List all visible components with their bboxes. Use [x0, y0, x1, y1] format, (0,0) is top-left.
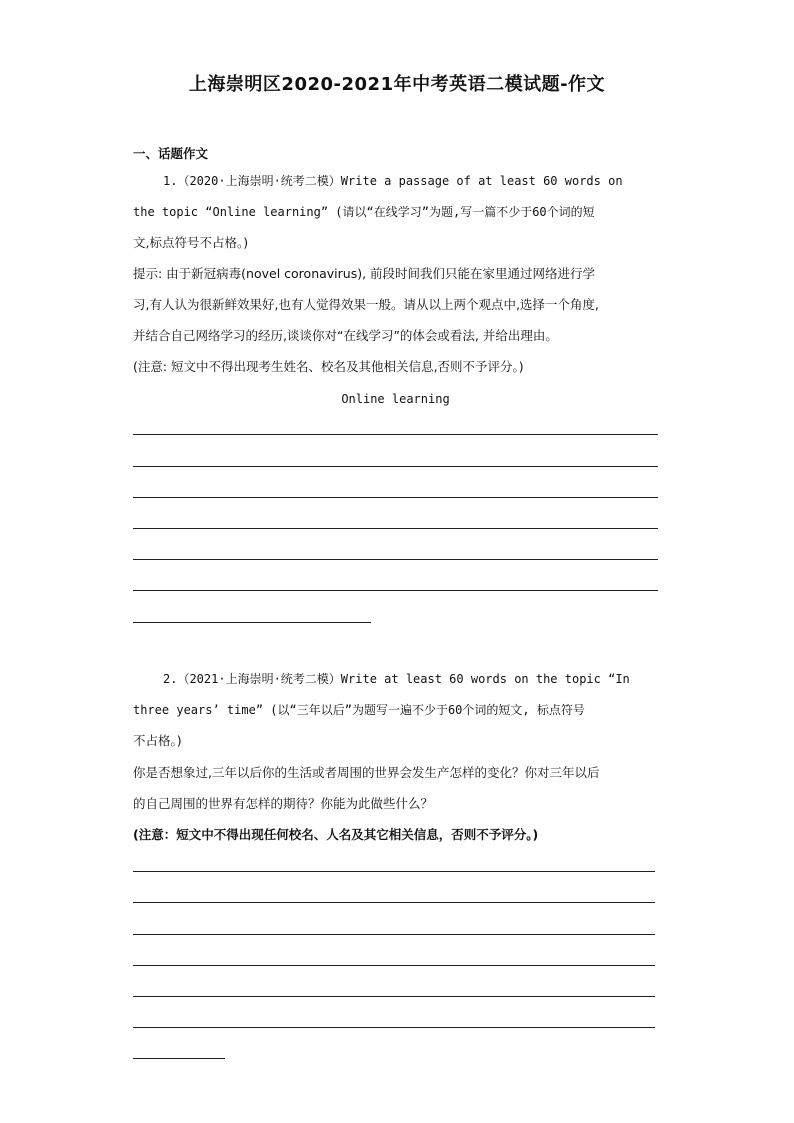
q2-writing-line-end [133, 1058, 225, 1059]
q1-line-1: 1.（2020·上海崇明·统考二模）Write a passage of at least 60 words on [163, 174, 623, 188]
q2-note: (注意：短文中不得出现任何校名、人名及其它相关信息，否则不予评分。) [133, 827, 539, 842]
q2-line-2: three years’ time” (以“三年以后”为题写一遍不少于60个词的短文, 标点符号 [133, 703, 585, 717]
q1-writing-line [133, 528, 658, 529]
q1-writing-line-end [133, 622, 371, 623]
q2-prompt-1: 你是否想象过,三年以后你的生活或者周围的世界会发生产怎样的变化？你对三年以后 [133, 765, 600, 780]
q1-writing-line [133, 434, 658, 435]
q1-hint-3: 并结合自己网络学习的经历,谈谈你对“在线学习”的体会或看法, 并给出理由。 [133, 328, 558, 343]
q2-line-3: 不占格。) [133, 733, 182, 748]
section-heading: 一、话题作文 [133, 146, 209, 161]
q1-note: (注意: 短文中不得出现考生姓名、校名及其他相关信息,否则不予评分。) [133, 359, 524, 374]
q1-essay-title: Online learning [341, 392, 450, 406]
q2-writing-line [133, 965, 655, 966]
q2-writing-line [133, 934, 655, 935]
q1-hint-2: 习,有人认为很新鲜效果好,也有人觉得效果一般。请从以上两个观点中,选择一个角度, [133, 297, 599, 312]
q1-hint-1: 提示: 由于新冠病毒(novel coronavirus), 前段时间我们只能在家里通过网络进行学 [133, 266, 596, 281]
q1-writing-line [133, 590, 658, 591]
q1-writing-line [133, 559, 658, 560]
page-title: 上海崇明区2020-2021年中考英语二模试题-作文 [188, 74, 606, 95]
q1-writing-line [133, 497, 658, 498]
q1-line-3: 文,标点符号不占格。) [133, 235, 249, 250]
q2-writing-line [133, 902, 655, 903]
q2-writing-line [133, 871, 655, 872]
q1-writing-line [133, 466, 658, 467]
q2-prompt-2: 的自己周围的世界有怎样的期待？你能为此做些什么？ [133, 796, 434, 811]
q1-line-2: the topic “Online learning” (请以“在线学习”为题,写一篇不少于60个词的短 [133, 205, 595, 219]
q2-line-1: 2.（2021·上海崇明·统考二模）Write at least 60 words on the topic “In [163, 672, 630, 686]
q2-writing-line [133, 996, 655, 997]
q2-writing-line [133, 1027, 655, 1028]
